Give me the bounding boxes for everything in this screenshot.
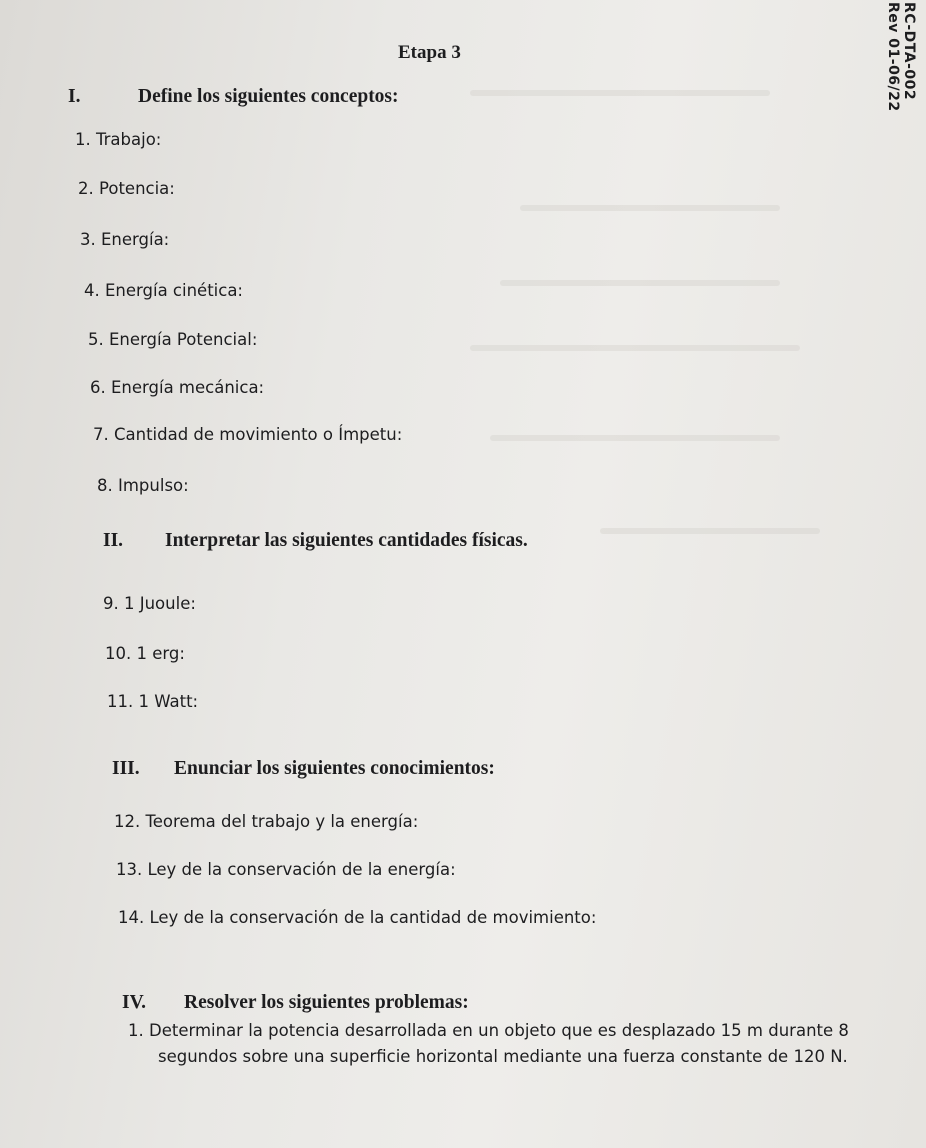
list-item: 2. Potencia: bbox=[78, 179, 175, 198]
section-number: III. bbox=[112, 758, 140, 779]
list-item: 3. Energía: bbox=[80, 230, 170, 249]
section-title: Enunciar los siguientes conocimientos: bbox=[174, 758, 495, 779]
section-number: I. bbox=[68, 86, 81, 107]
list-item: 6. Energía mecánica: bbox=[90, 378, 265, 397]
section-number: IV. bbox=[122, 992, 147, 1013]
document-title: Etapa 3 bbox=[398, 42, 461, 63]
problem-item: 1. Determinar la potencia desarrollada en un objeto que es desplazado 15 m durante 8 segundos sobre una superficie horizontal mediante una fuerza constante de 120 N. bbox=[128, 1021, 849, 1066]
list-item: 12. Teorema del trabajo y la energía: bbox=[114, 812, 419, 831]
list-item: 11. 1 Watt: bbox=[107, 692, 199, 711]
list-item: 9. 1 Juoule: bbox=[103, 594, 196, 613]
section-heading-2 bbox=[103, 530, 528, 552]
document-code-revision: Rev 01-06/22 bbox=[885, 2, 901, 112]
section-title: Interpretar las siguientes cantidades físicas. bbox=[165, 530, 528, 551]
section-title: Resolver los siguientes problemas: bbox=[184, 992, 469, 1013]
section-heading-4 bbox=[122, 992, 469, 1014]
list-item: 7. Cantidad de movimiento o Ímpetu: bbox=[93, 425, 403, 444]
document-code bbox=[885, 2, 917, 112]
list-item: 1. Trabajo: bbox=[75, 130, 162, 149]
section-heading-1 bbox=[68, 86, 399, 108]
section-number: II. bbox=[103, 530, 124, 551]
list-item: 13. Ley de la conservación de la energía: bbox=[116, 860, 456, 879]
list-item: 10. 1 erg: bbox=[105, 644, 185, 663]
list-item: 14. Ley de la conservación de la cantidad de movimiento: bbox=[118, 908, 597, 927]
list-item: 4. Energía cinética: bbox=[84, 281, 243, 300]
section-heading-3 bbox=[112, 758, 495, 780]
list-item: 5. Energía Potencial: bbox=[88, 330, 258, 349]
document-code-id: RC-DTA-002 bbox=[901, 2, 917, 101]
section-title: Define los siguientes conceptos: bbox=[138, 86, 399, 107]
list-item: 8. Impulso: bbox=[97, 476, 189, 495]
